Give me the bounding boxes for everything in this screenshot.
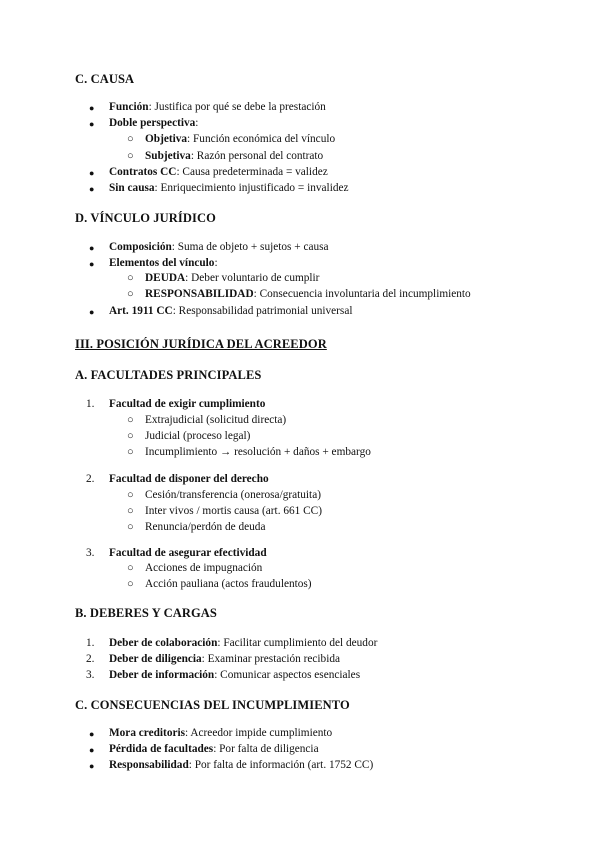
list-item: Pérdida de facultades: Por falta de diligencia [109, 743, 319, 755]
circle-bullet-icon: ○ [127, 288, 134, 300]
list-item: Judicial (proceso legal) [145, 430, 251, 442]
circle-bullet-icon: ○ [127, 272, 134, 284]
heading-consecuencias: C. CONSECUENCIAS DEL INCUMPLIMIENTO [75, 698, 350, 712]
heading-causa: C. CAUSA [75, 72, 135, 86]
bullet-icon: ● [89, 761, 95, 771]
bullet-icon: ● [89, 259, 95, 269]
list-item: Sin causa: Enriquecimiento injustificado = invalidez [109, 182, 349, 194]
list-item: Deber de diligencia: Examinar prestación recibida [109, 653, 340, 665]
circle-bullet-icon: ○ [127, 150, 134, 162]
list-item: Incumplimiento → resolución + daños + embargo [145, 446, 371, 458]
list-item: Deber de colaboración: Facilitar cumplimiento del deudor [109, 637, 378, 649]
bullet-icon: ● [89, 184, 95, 194]
heading-facultades: A. FACULTADES PRINCIPALES [75, 368, 262, 382]
list-item: Facultad de asegurar efectividad [109, 547, 267, 559]
list-number: 3. [86, 547, 95, 559]
bullet-icon: ● [89, 119, 95, 129]
list-item: Extrajudicial (solicitud directa) [145, 414, 287, 426]
list-item: Responsabilidad: Por falta de información (art. 1752 CC) [109, 759, 374, 771]
bullet-icon: ● [89, 729, 95, 739]
list-item: Deber de información: Comunicar aspectos esenciales [109, 669, 361, 681]
list-item: Contratos CC: Causa predeterminada = validez [109, 166, 328, 178]
heading-deberes: B. DEBERES Y CARGAS [75, 606, 217, 620]
list-item: Inter vivos / mortis causa (art. 661 CC) [145, 505, 322, 517]
circle-bullet-icon: ○ [127, 521, 134, 533]
list-item: Facultad de disponer del derecho [109, 473, 269, 485]
list-item: Composición: Suma de objeto + sujetos + causa [109, 241, 329, 253]
list-item: Elementos del vínculo: [109, 257, 218, 269]
circle-bullet-icon: ○ [127, 489, 134, 501]
list-item: Acciones de impugnación [145, 562, 263, 574]
list-item: Acción pauliana (actos fraudulentos) [145, 578, 312, 590]
list-item: Facultad de exigir cumplimiento [109, 398, 266, 410]
list-item: Subjetiva: Razón personal del contrato [145, 150, 324, 162]
list-item: Función: Justifica por qué se debe la prestación [109, 101, 326, 113]
circle-bullet-icon: ○ [127, 505, 134, 517]
heading-posicion: III. POSICIÓN JURÍDICA DEL ACREEDOR [75, 337, 327, 351]
circle-bullet-icon: ○ [127, 414, 134, 426]
bullet-icon: ● [89, 745, 95, 755]
list-number: 2. [86, 653, 95, 665]
bullet-icon: ● [89, 243, 95, 253]
list-item: Mora creditoris: Acreedor impide cumplimiento [109, 727, 333, 739]
bullet-icon: ● [89, 168, 95, 178]
bullet-icon: ● [89, 103, 95, 113]
list-item: Cesión/transferencia (onerosa/gratuita) [145, 489, 321, 501]
heading-vinculo: D. VÍNCULO JURÍDICO [75, 211, 216, 225]
list-number: 1. [86, 637, 95, 649]
list-number: 2. [86, 473, 95, 485]
list-item: Doble perspectiva: [109, 117, 199, 129]
list-item: Renuncia/perdón de deuda [145, 521, 266, 533]
circle-bullet-icon: ○ [127, 578, 134, 590]
circle-bullet-icon: ○ [127, 446, 134, 458]
list-item: Objetiva: Función económica del vínculo [145, 133, 336, 145]
circle-bullet-icon: ○ [127, 430, 134, 442]
circle-bullet-icon: ○ [127, 133, 134, 145]
list-item: DEUDA: Deber voluntario de cumplir [145, 272, 320, 284]
list-number: 3. [86, 669, 95, 681]
list-item: Art. 1911 CC: Responsabilidad patrimonial universal [109, 305, 353, 317]
list-item: RESPONSABILIDAD: Consecuencia involuntaria del incumplimiento [145, 288, 471, 300]
circle-bullet-icon: ○ [127, 562, 134, 574]
list-number: 1. [86, 398, 95, 410]
bullet-icon: ● [89, 307, 95, 317]
